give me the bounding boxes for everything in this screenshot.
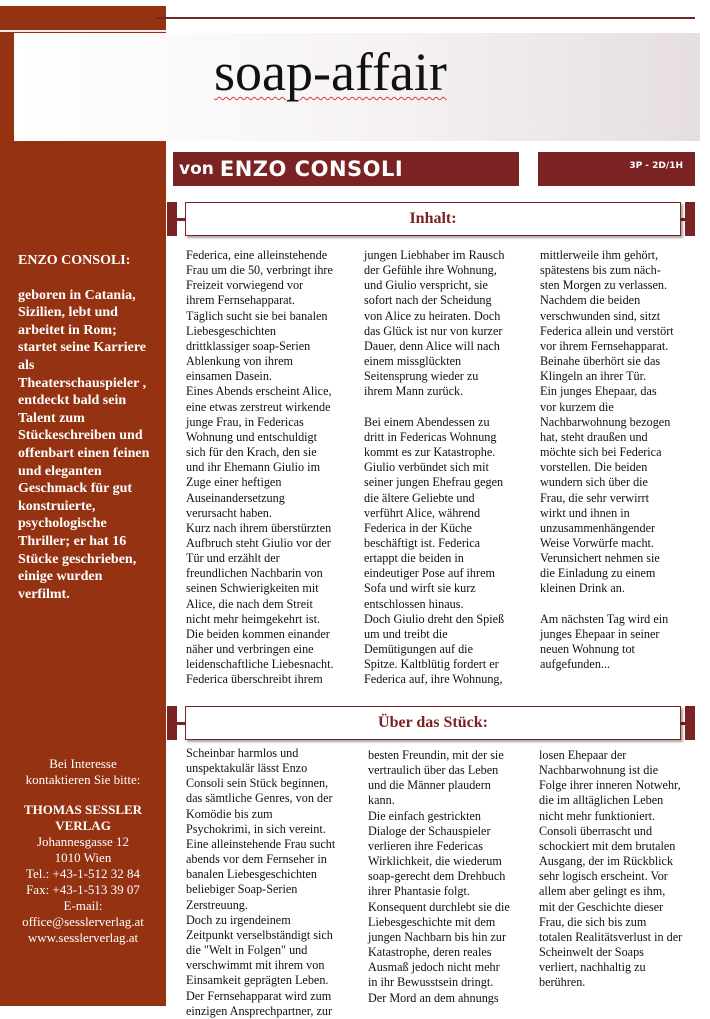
page-title: soap-affair [214, 42, 447, 102]
website-link[interactable]: www.sesslerverlag.at [27, 930, 139, 945]
author-prefix: von [179, 159, 214, 179]
section-header-stueck [167, 706, 695, 740]
section-rule-cap-left [167, 202, 177, 236]
author-bio [18, 252, 156, 603]
inhalt-column-2: jungen Liebhaber im Rausch der Gefühle ihre Wohnung, und Giulio verspricht, sie sofort nach der Scheidung von Alice zu heiraten. Doch das Glück ist nur von kurzer Dauer, denn Alice will nach einem missglückten Seitensprung wieder zu ihrem Mann zurück. Bei einem Abendessen zu dritt in Federicas Wohnung kommt es zur Katastrophe. Giulio verbündet sich mit seiner jungen Ehefrau gegen die ältere Geliebte und verführt Alice, während Federica in der Küche beschäftigt ist. Federica ertappt die beiden in eindeutiger Pose auf ihrem Sofa und wirft sie kurz entschlossen hinaus. Doch Giulio dreht den Spieß um und treibt die Demütigungen auf die Spitze. Kaltblütig fordert er Federica auf, ihre Wohnung, [364, 248, 505, 687]
sidebar [0, 6, 166, 1006]
email-label: E-mail: [63, 898, 103, 913]
author-name: ENZO CONSOLI [219, 157, 404, 181]
section-title-stueck: Über das Stück: [185, 706, 681, 740]
author-bar [173, 152, 519, 186]
contact-intro-line1: Bei Interesse [49, 756, 117, 771]
inhalt-column-1: Federica, eine alleinstehende Frau um die 50, verbringt ihre Freizeit vorwiegend vor ihrem Fernsehapparat. Täglich sucht sie bei banalen Liebesgeschichten drittklassiger soap-Serien Ablenkung von ihrem einsamen Dasein. Eines Abends erscheint Alice, eine etwas zerstreut wirkende junge Frau, in Federicas Wohnung und entschuldigt sich für den Krach, den sie und ihr Ehemann Giulio im Zuge einer heftigen Auseinandersetzung verursacht haben. Kurz nach ihrem überstürzten Aufbruch steht Giulio vor der Tür und erzählt der freundlichen Nachbarin von seinen Schwierigkeiten mit Alice, die nach dem Streit nicht mehr heimgekehrt ist. Die beiden kommen einander näher und verbringen eine leidenschaftliche Liebesnacht. Federica überschreibt ihrem [186, 248, 334, 687]
stueck-column-3: losen Ehepaar der Nachbarwohnung ist die Folge ihrer inneren Notwehr, die im alltäglichen Leben nicht mehr funktioniert. Consoli überrascht und schockiert mit dem brutalen Ausgang, der im Rückblick sehr logisch erscheint. Vor allem aber gelingt es ihm, mit der Geschichte dieser Frau, die sich bis zum totalen Realitätsverlust in der Scheinwelt der Soaps verliert, nachhaltig zu berühren. [539, 748, 683, 990]
contact-block [4, 756, 162, 946]
stueck-column-2: besten Freundin, mit der sie vertraulich über das Leben und die Männer plaudern kann. Die einfach gestrickten Dialoge der Schauspieler verlieren ihre Federicas Wirklichkeit, die wiederum soap-gerecht dem Drehbuch ihrer Phantasie folgt. Konsequent durchlebt sie die Liebesgeschichte mit dem jungen Nachbarn bis hin zur Katastrophe, deren reales Ausmaß jedoch nicht mehr in ihr Bewusstsein dringt. Der Mord an dem ahnungs [368, 748, 510, 1005]
sidebar-separator [0, 30, 166, 32]
email-link[interactable]: office@sesslerverlag.at [22, 914, 144, 929]
bio-text: geboren in Catania, Sizilien, lebt und arbeitet in Rom; startet seine Karriere als Theaterschauspieler , entdeckt bald sein Talent zum Stückeschreiben und offenbart einen feinen und eleganten Geschmack für gut konstruierte, psychologische Thriller; er hat 16 Stücke geschrieben, einige wurden verfilmt. [18, 287, 150, 602]
section-rule-cap-left [167, 706, 177, 740]
bio-name: ENZO CONSOLI: [18, 253, 131, 268]
section-header-inhalt [167, 202, 695, 236]
inhalt-column-3: mittlerweile ihm gehört, spätestens bis zum näch- sten Morgen zu verlassen. Nachdem die beiden verschwunden sind, sitzt Federica allein und verstört vor ihrem Fernsehapparat. Beinahe überhört sie das Klingeln an ihrer Tür. Ein junges Ehepaar, das vor kurzem die Nachbarwohnung bezogen hat, steht draußen und möchte sich bei Federica vorstellen. Die beiden wundern sich über die Frau, die sehr verwirrt wirkt und ihnen in unzusammenhängender Weise Vorwürfe macht. Verunsichert nehmen sie die Einladung zu einem kleinen Drink an. Am nächsten Tag wird ein junges Ehepaar in seiner neuen Wohnung tot aufgefunden... [540, 248, 674, 672]
fax-number: Fax: +43-1-513 39 07 [26, 882, 140, 897]
contact-intro-line2: kontaktieren Sie bitte: [25, 772, 141, 787]
cast-badge: 3P - 2D/1H [538, 152, 695, 186]
section-rule-cap-right [685, 706, 695, 740]
top-rule [155, 17, 695, 19]
phone-number: Tel.: +43-1-512 32 84 [25, 866, 141, 881]
street-address: Johannesgasse 12 [36, 834, 130, 849]
section-rule-cap-right [685, 202, 695, 236]
stueck-column-1: Scheinbar harmlos und unspektakulär lässt Enzo Consoli sein Stück beginnen, das sämtliche Genres, von der Komödie bis zum Psychokrimi, in sich vereint. Eine alleinstehende Frau sucht abends vor dem Fernseher in banalen Liebesgeschichten beliebiger Soap-Serien Zerstreuung. Doch zu irgendeinem Zeitpunkt verselbständigt sich die "Welt in Folgen" und verschwimmt mit ihrem von Einsamkeit geprägten Leben. Der Fernsehapparat wird zum einzigen Ansprechpartner, zur [186, 746, 336, 1018]
company-name-line1: THOMAS SESSLER [23, 802, 143, 817]
company-name-line2: VERLAG [55, 818, 111, 833]
section-title-inhalt: Inhalt: [185, 202, 681, 236]
city-address: 1010 Wien [54, 850, 112, 865]
